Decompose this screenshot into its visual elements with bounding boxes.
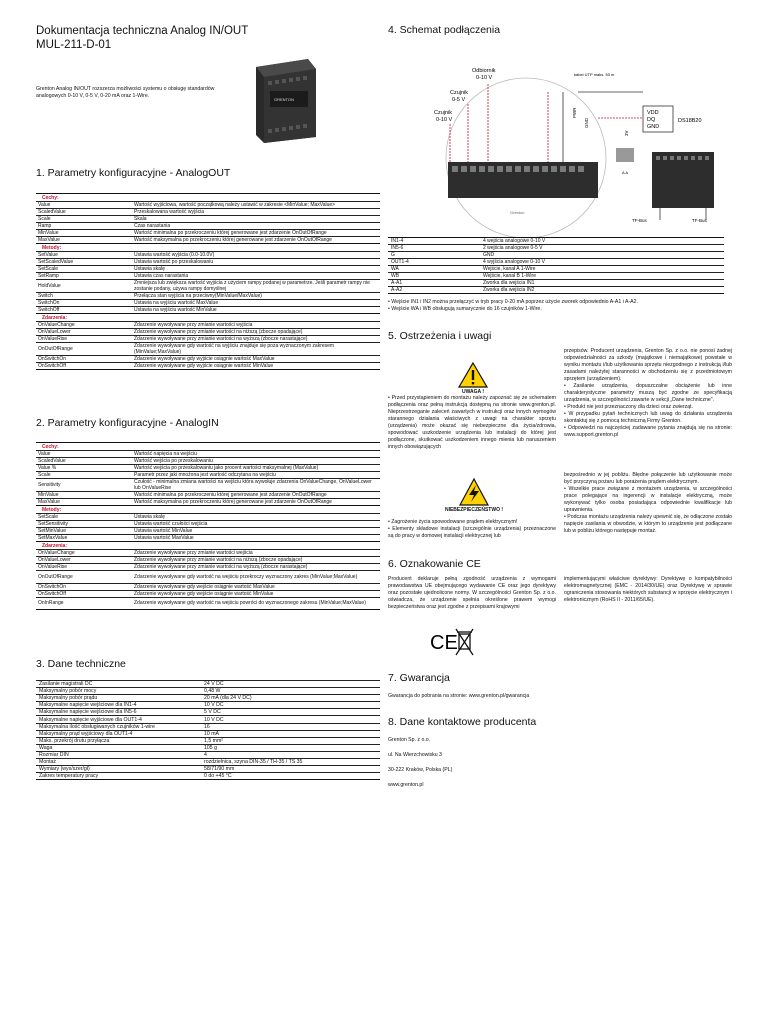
connection-row (388, 266, 724, 273)
feature-row (36, 472, 380, 479)
analog-out-table (36, 193, 380, 370)
feature-row (36, 237, 380, 244)
feature-row (36, 202, 380, 209)
section-1-heading: 1. Parametry konfiguracyjne - AnalogOUT (36, 167, 231, 179)
param-description: Zdarzenie wywoływane gdy wartość na wejściu powróci do wyznaczonego zakresu (MinValue;MaxValue) (132, 597, 380, 610)
connection-notes (388, 299, 728, 313)
tech-row (36, 723, 380, 730)
diagram-receiver-range: 0-10 V (476, 75, 493, 81)
tech-row (36, 773, 380, 780)
contact-street: ul. Na Wierzchowisku 3 (388, 752, 442, 758)
param-name: Rozmiar DIN (36, 751, 201, 758)
param-description: Zdarzenie wywoływane gdy wejście osiągnie wartość MaxValue (132, 583, 380, 590)
feature-row (36, 492, 380, 499)
param-name: Maksymalne napięcie wyjściowe dla OUT1-4 (36, 716, 201, 723)
param-name: WB (388, 273, 480, 280)
param-description: rozdzielnica, szyna DIN-35 / TH-35 / TS 35 (201, 759, 380, 766)
param-description: Czułość - minimalna zmiana wartości na wejściu która wywołuje zdarzenia OnValueChange, OnValueLower lub OnValueRise (132, 479, 380, 492)
document-title-line2: MUL-211-D-01 (36, 39, 112, 51)
analog-in-table (36, 442, 380, 610)
tech-row (36, 702, 380, 709)
tech-row (36, 709, 380, 716)
param-description: Ustawia skalę (132, 266, 380, 273)
param-description: 0,48 W (201, 688, 380, 695)
document-title-line1: Dokumentacja techniczna Analog IN/OUT (36, 25, 249, 37)
feature-row (36, 458, 380, 465)
param-description: 20 mA (dla 24 V DC) (201, 695, 380, 702)
section-7-heading: 7. Gwarancja (388, 672, 450, 684)
feature-row (36, 465, 380, 472)
param-description: Ustawia na wyjściu wartość MaxValue (132, 300, 380, 307)
diagram-dq: DQ (647, 117, 656, 123)
group-heading-label: Zdarzenia: (36, 314, 380, 322)
param-name: OnOutOfRange (36, 343, 132, 356)
param-description: Zdarzenie wywoływane przy zmianie wartości wejścia (132, 550, 380, 557)
param-description: Wartość napięcia na wejściu (132, 451, 380, 458)
param-name: Scale (36, 472, 132, 479)
section-3-heading: 3. Dane techniczne (36, 658, 126, 670)
connection-row (388, 252, 724, 259)
param-name: SetSensitivity (36, 521, 132, 528)
param-name: G (388, 252, 480, 259)
connection-diagram (434, 62, 728, 230)
diagram-tfbus-a: TF-Bus (632, 218, 647, 223)
event-row (36, 322, 380, 329)
group-heading (36, 542, 380, 550)
param-name: OnValueChange (36, 322, 132, 329)
ce-mark-text: CE (430, 632, 458, 654)
tech-row (36, 681, 380, 688)
feature-row (36, 223, 380, 230)
param-description: 4 (201, 751, 380, 758)
tech-row (36, 730, 380, 737)
param-name: MinValue (36, 230, 132, 237)
ce-weee-marks (430, 627, 474, 657)
param-description: Czas narastania (132, 223, 380, 230)
param-name: OnSwitchOn (36, 583, 132, 590)
param-name: SetMaxValue (36, 535, 132, 542)
param-name: Value (36, 202, 132, 209)
group-heading (36, 443, 380, 451)
param-name: ScaledValue (36, 458, 132, 465)
method-row (36, 280, 380, 293)
param-name: Scale (36, 216, 132, 223)
diagram-receiver: Odbiornik (472, 68, 496, 74)
param-name: Maksymalny prąd wyjściowy dla OUT1-4 (36, 730, 201, 737)
param-description: Zdarzenie wywoływane gdy wyjście osiągnie wartość MinValue (132, 363, 380, 370)
note-2-text: Wejście WA i WB obsługują sumarycznie do 16 czujników 1-Wire. (391, 306, 542, 312)
param-description: Wejście, kanał B 1-Wire (480, 273, 724, 280)
param-description: 24 V DC (201, 681, 380, 688)
connection-row (388, 273, 724, 280)
group-heading-label: Metody: (36, 244, 380, 252)
param-name: OnSwitchOff (36, 590, 132, 597)
param-name: OnInRange (36, 597, 132, 610)
danger-label: NIEBEZPIECZEŃSTWO ! (444, 507, 504, 513)
tech-row (36, 766, 380, 773)
param-description: 1,5 mm² (201, 737, 380, 744)
param-description: Ustawia skalę (132, 514, 380, 521)
warranty-text: Gwarancja do pobrania na stronie: www.grenton.pl/gwarancja (388, 693, 530, 699)
param-name: OnValueRise (36, 564, 132, 571)
param-name: SetScaledValue (36, 259, 132, 266)
param-description: 0 do +45 °C (201, 773, 380, 780)
ce-right-text: implementującymi właściwe dyrektywy: Dyrektywę o kompatybilności elektromagnetycznej (EMC - 2014/30/UE) oraz Dyrektywę w sprawie ograniczenia stosowania niektórych substancji w sprzęcie elektrycznym i elektronicznym (RoHS II - 2011/65/UE). (564, 576, 732, 603)
param-name: SetRamp (36, 273, 132, 280)
uwaga-warning-box (448, 362, 498, 395)
param-name: Maksymalne napięcie wejściowe dla IN5-6 (36, 709, 201, 716)
param-name: OUT1-4 (388, 259, 480, 266)
param-name: OnValueLower (36, 557, 132, 564)
param-description: Zdarzenie wywoływane przy zmianie wartości na wyższą (zbocze narastające) (132, 336, 380, 343)
param-name: MinValue (36, 492, 132, 499)
diagram-ds18b20: DS18B20 (678, 118, 702, 124)
param-name: Maks. przekrój drutu przyłącza (36, 737, 201, 744)
contact-city: 30-222 Kraków, Polska (PL) (388, 767, 453, 773)
event-row (36, 363, 380, 370)
param-name: IN5-6 (388, 245, 480, 252)
group-heading (36, 244, 380, 252)
group-heading-label: Zdarzenia: (36, 542, 380, 550)
event-row (36, 550, 380, 557)
connection-row (388, 238, 724, 245)
group-heading-label: Metody: (36, 506, 380, 514)
param-description: GND (480, 252, 724, 259)
warnings-right-top: przepisów. Producent urządzenia, Grenton Sp. z o.o. nie ponosi żadnej odpowiedzialności za szkody (majątkowe i niemajątkowe) powstałe w wyniku montażu i/lub użytkowania sprzętu niezgodnego z instrukcją i/lub zasadami należytej staranności w obchodzeniu się z przedmiotowym sprzętem (urządzeniem). • Zasilanie urządzenia, dopuszczalne obciążenie lub inne charakterystyczne parametry muszą być zgodne ze specyfikacją urządzenia, w szczególności zawarte w sekcji „Dane techniczne”. • Produkt nie jest przeznaczony dla dzieci oraz zwierząt. • W przypadku pytań technicznych lub uwag do działania urządzenia skontaktuj się z pomocą techniczną Firmy Grenton. • Odpowiedzi na najczęściej zadawane pytania znajdują się na stronie: www.support.grenton.pl (564, 348, 732, 438)
group-heading (36, 194, 380, 202)
param-name: A-A2 (388, 287, 480, 294)
section-8-heading: 8. Dane kontaktowe producenta (388, 716, 537, 728)
warnings-right-mid: bezpośrednio w jej pobliżu. Błędne połączenie lub użytkowanie może być przyczyną pożaru lub porażenia prądem elektrycznym. • Wszelkie prace związane z montażem urządzenia, w szczególności prace polegające na ingerencji w instalacje elektryczną, może wykonywać tylko osoba posiadająca odpowiednie kwalifikacje lub uprawnienia. • Podczas montażu urządzenia należy upewnić się, że odłączone zostało napięcie zasilania w obwodzie, w którym to urządzenie jest podłączane lub w pobliżu którego następuje montaż. (564, 472, 732, 534)
event-row (36, 557, 380, 564)
param-name: HoldValue (36, 280, 132, 293)
event-row (36, 583, 380, 590)
danger-text: • Zagrożenie życia spowodowane prądem elektrycznym! • Elementy składowe instalacji (szczególnie urządzenia) przeznaczone są do pracy w domowej instalacji elektrycznej lub (388, 519, 556, 539)
diagram-grenton: Grenton (510, 210, 525, 215)
param-name: Switch (36, 293, 132, 300)
param-name: OnValueChange (36, 550, 132, 557)
param-name: Zakres temperatury pracy (36, 773, 201, 780)
event-row (36, 571, 380, 584)
param-description: 2 wejścia analogowe 0-5 V (480, 245, 724, 252)
param-name: SwitchOff (36, 307, 132, 314)
diagram-sensor-a: Czujnik (450, 90, 469, 96)
technical-data-table (36, 680, 380, 780)
param-name: SetMinValue (36, 528, 132, 535)
section-6-heading: 6. Oznakowanie CE (388, 558, 481, 570)
param-description: Zdarzenie wywoływane gdy wyjście osiągnie wartość MaxValue (132, 356, 380, 363)
method-row (36, 528, 380, 535)
param-name: MaxValue (36, 237, 132, 244)
high-voltage-icon (459, 478, 489, 506)
param-name: SwitchOn (36, 300, 132, 307)
device-image (246, 55, 321, 145)
uwaga-label: UWAGA ! (461, 389, 485, 395)
diagram-pwr: PWR (572, 107, 577, 118)
connection-row (388, 259, 724, 266)
param-description: Zdarzenie wywoływane gdy wartość na wejściu przekroczy wyznaczony zakres (MinValue;MaxValue) (132, 571, 380, 584)
param-name: Maksymalny pobór mocy (36, 688, 201, 695)
param-name: OnValueRise (36, 336, 132, 343)
device-brand: GRENTON (274, 97, 294, 102)
param-description: Parametr przez jaki mnożona jest wartość odczytana na wejściu (132, 472, 380, 479)
method-row (36, 273, 380, 280)
method-row (36, 259, 380, 266)
param-description: Skala (132, 216, 380, 223)
diagram-sensor-b: Czujnik (434, 110, 453, 116)
tech-row (36, 688, 380, 695)
param-description: Ustawia wartość czułości wejścia (132, 521, 380, 528)
section-4-heading: 4. Schemat podłączenia (388, 24, 501, 36)
param-description: 10 V DC (201, 716, 380, 723)
tech-row (36, 737, 380, 744)
event-row (36, 343, 380, 356)
param-description: Zdarzenie wywoływane przy zmianie wartości na niższą (zbocze opadające) (132, 557, 380, 564)
param-description: Wartość maksymalna po przekroczeniu której generowane jest zdarzenie OnOutOfRange (132, 499, 380, 506)
param-name: Zasilanie magistrali DC (36, 681, 201, 688)
param-name: Maksymalna ilość obsługiwanych czujników 1-wire (36, 723, 201, 730)
param-name: OnSwitchOff (36, 363, 132, 370)
param-description: Wartość wejścia po przeskalowaniu (132, 458, 380, 465)
note-1: • Wejście IN1 i IN2 można przełączyć w tryb pracy 0-20 mA poprzez użycie zworek odpowiednio A-A1 i A-A2. (388, 299, 638, 305)
ce-mark-icon (430, 632, 458, 654)
feature-row (36, 209, 380, 216)
document-title (36, 24, 248, 52)
tech-row (36, 744, 380, 751)
group-heading (36, 506, 380, 514)
param-description: 4 wyjścia analogowe 0-10 V (480, 259, 724, 266)
param-description: Wartość minimalna po przekroczeniu której generowane jest zdarzenie OnOutOfRange (132, 230, 380, 237)
param-description: Wartość wyjściowa, wartość początkową należy ustawić w zakresie <MinValue; MaxValue> (132, 202, 380, 209)
method-row (36, 300, 380, 307)
param-description: 10 mA (201, 730, 380, 737)
param-description: Zdarzenie wywoływane gdy wejście osiągnie wartość MinValue (132, 590, 380, 597)
param-description: 16 (201, 723, 380, 730)
param-name: Wymiary (wys/szer/gł) (36, 766, 201, 773)
method-row (36, 535, 380, 542)
method-row (36, 293, 380, 300)
param-description: Zdarzenie wywoływane przy zmianie wartości na wyższą (zbocze narastające) (132, 564, 380, 571)
param-description: 10 V DC (201, 702, 380, 709)
param-description: Zworka dla wejścia IN2 (480, 287, 724, 294)
event-row (36, 329, 380, 336)
param-name: Montaż (36, 759, 201, 766)
method-row (36, 307, 380, 314)
section-2-heading: 2. Parametry konfiguracyjne - AnalogIN (36, 417, 219, 429)
exclamation-triangle-icon (458, 362, 488, 388)
diagram-sensor-b-range: 0-10 V (436, 117, 453, 123)
param-name: Maksymalne napięcie wejściowe dla IN1-4 (36, 702, 201, 709)
param-name: Waga (36, 744, 201, 751)
diagram-gnd: GND (584, 118, 589, 128)
param-description: Wartość minimalna po przekroczeniu której generowane jest zdarzenie OnOutOfRange (132, 492, 380, 499)
param-description: Zdarzenie wywoływane przy zmianie wartości na niższą (zbocze opadające) (132, 329, 380, 336)
param-description: Zdarzenie wywoływane gdy wartość na wyjściu znajduje się poza wyznaczonym zakresem (MinValue;MaxValue) (132, 343, 380, 356)
param-name: ScaledValue (36, 209, 132, 216)
param-name: WA (388, 266, 480, 273)
event-row (36, 597, 380, 610)
param-name: A-A1 (388, 280, 480, 287)
feature-row (36, 230, 380, 237)
contact-name: Grenton Sp. z o.o. (388, 737, 431, 743)
diagram-gnd2: GND (647, 124, 660, 130)
param-description: Przeskalowana wartość wyjścia (132, 209, 380, 216)
param-name: IN1-4 (388, 238, 480, 245)
method-row (36, 252, 380, 259)
param-name: OnSwitchOn (36, 356, 132, 363)
param-description: Wejście, kanał A 1-Wire (480, 266, 724, 273)
weee-bin-icon (456, 629, 473, 655)
param-description: Zworka dla wejścia IN1 (480, 280, 724, 287)
event-row (36, 336, 380, 343)
group-heading-label: Cechy: (36, 443, 380, 451)
param-name: SetScale (36, 514, 132, 521)
param-description: Wartość maksymalna po przekroczeniu której generowane jest zdarzenie OnOutOfRange (132, 237, 380, 244)
connection-table (388, 237, 724, 294)
diagram-tfbus-b: TF-Bus (692, 218, 707, 223)
group-heading (36, 314, 380, 322)
param-description: Ustawia na wyjściu wartość MinValue (132, 307, 380, 314)
connection-row (388, 245, 724, 252)
param-description: Ustawia wartość wyjścia (0.0-10.0V) (132, 252, 380, 259)
diagram-3v: 3V (624, 130, 629, 136)
connection-row (388, 287, 724, 294)
note-1-text: Wejście IN1 i IN2 można przełączyć w tryb pracy 0-20 mA poprzez użycie zworek odpowiednio A-A1 i A-A2. (391, 299, 638, 305)
param-name: Value % (36, 465, 132, 472)
tech-row (36, 759, 380, 766)
param-description: Zmniejsza lub zwiększa wartość wyjścia z użyciem rampy podanej w parametrze. Jeśli parametr rampy nie zostanie podany, używa rampy domyślnej (132, 280, 380, 293)
param-description: 5 V DC (201, 709, 380, 716)
param-description: Zdarzenie wywoływane przy zmianie wartości wyjścia (132, 322, 380, 329)
param-description: Przełącza stan wyjścia na przeciwny(MinValue/MaxValue) (132, 293, 380, 300)
feature-row (36, 479, 380, 492)
feature-row (36, 451, 380, 458)
param-name: MaxValue (36, 499, 132, 506)
event-row (36, 590, 380, 597)
group-heading-label: Cechy: (36, 194, 380, 202)
param-name: SetValue (36, 252, 132, 259)
tech-row (36, 695, 380, 702)
intro-text: Grenton Analog IN/OUT rozszerza możliwości systemu o obsługę standardów analogowych 0-10 V, 0-5 V, 0-20 mA oraz 1-Wire. (36, 86, 215, 99)
diagram-cable-note: kabel UTP maks. 50 m (574, 72, 615, 77)
diagram-aa: A A (622, 170, 629, 175)
contact-web[interactable]: www.grenton.pl (388, 782, 424, 788)
param-name: SetScale (36, 266, 132, 273)
param-name: Maksymalny pobór prądu (36, 695, 201, 702)
param-description: Ustawia wartość MinValue (132, 528, 380, 535)
param-description: 58/71/90 mm (201, 766, 380, 773)
param-description: 105 g (201, 744, 380, 751)
connection-row (388, 280, 724, 287)
param-name: OnValueLower (36, 329, 132, 336)
param-description: Ustawia wartość MaxValue (132, 535, 380, 542)
param-description: Wartość wejścia po przeskalowaniu jako procent wartości maksymalnej (MaxValue) (132, 465, 380, 472)
method-row (36, 521, 380, 528)
feature-row (36, 216, 380, 223)
event-row (36, 564, 380, 571)
uwaga-text: • Przed przystąpieniem do montażu należy zapoznać się ze schematem podłączenia oraz pełną instrukcją dostępną na stronie www.grenton.pl. Nieprzestrzeganie zaleceń zawartych w instrukcji oraz innych wymogów starannego działania właściwych z uwagi na charakter sprzętu (urządzenia) może okazać się niebezpieczne dla życia/zdrowia, spowodować uszkodzenie urządzenia lub instalacji do której jest podłączone, skutkować uszkodzeniem innego mienia lub naruszeniem innych obowiązujących (388, 395, 556, 450)
param-description: Ustawia czas narastania (132, 273, 380, 280)
method-row (36, 266, 380, 273)
diagram-sensor-a-range: 0-5 V (452, 97, 466, 103)
tech-row (36, 751, 380, 758)
diagram-vdd: VDD (647, 110, 659, 116)
param-name: Sensitivity (36, 479, 132, 492)
param-name: OnOutOfRange (36, 571, 132, 584)
event-row (36, 356, 380, 363)
param-description: 4 wejścia analogowe 0-10 V (480, 238, 724, 245)
note-2: • Wejście WA i WB obsługują sumarycznie do 16 czujników 1-Wire. (388, 306, 542, 312)
danger-warning-box (438, 478, 510, 513)
feature-row (36, 499, 380, 506)
param-description: Ustawia wartość po przeskalowaniu (132, 259, 380, 266)
tech-row (36, 716, 380, 723)
param-name: Ramp (36, 223, 132, 230)
param-name: Value (36, 451, 132, 458)
ce-left-text: Producent deklaruje pełną zgodność urządzenia z wymogami prawodawstwa UE obejmującego wydawanie CE oraz jego dyrektywy oraz pozostałe ujednolicone normy. W szczególności Grenton Sp. z o.o. oświadcza, że urządzenie spełnia określone prawem wymogi bezpieczeństwa oraz jest zgodne z przepisami krajowymi (388, 576, 556, 610)
method-row (36, 514, 380, 521)
section-5-heading: 5. Ostrzeżenia i uwagi (388, 330, 492, 342)
